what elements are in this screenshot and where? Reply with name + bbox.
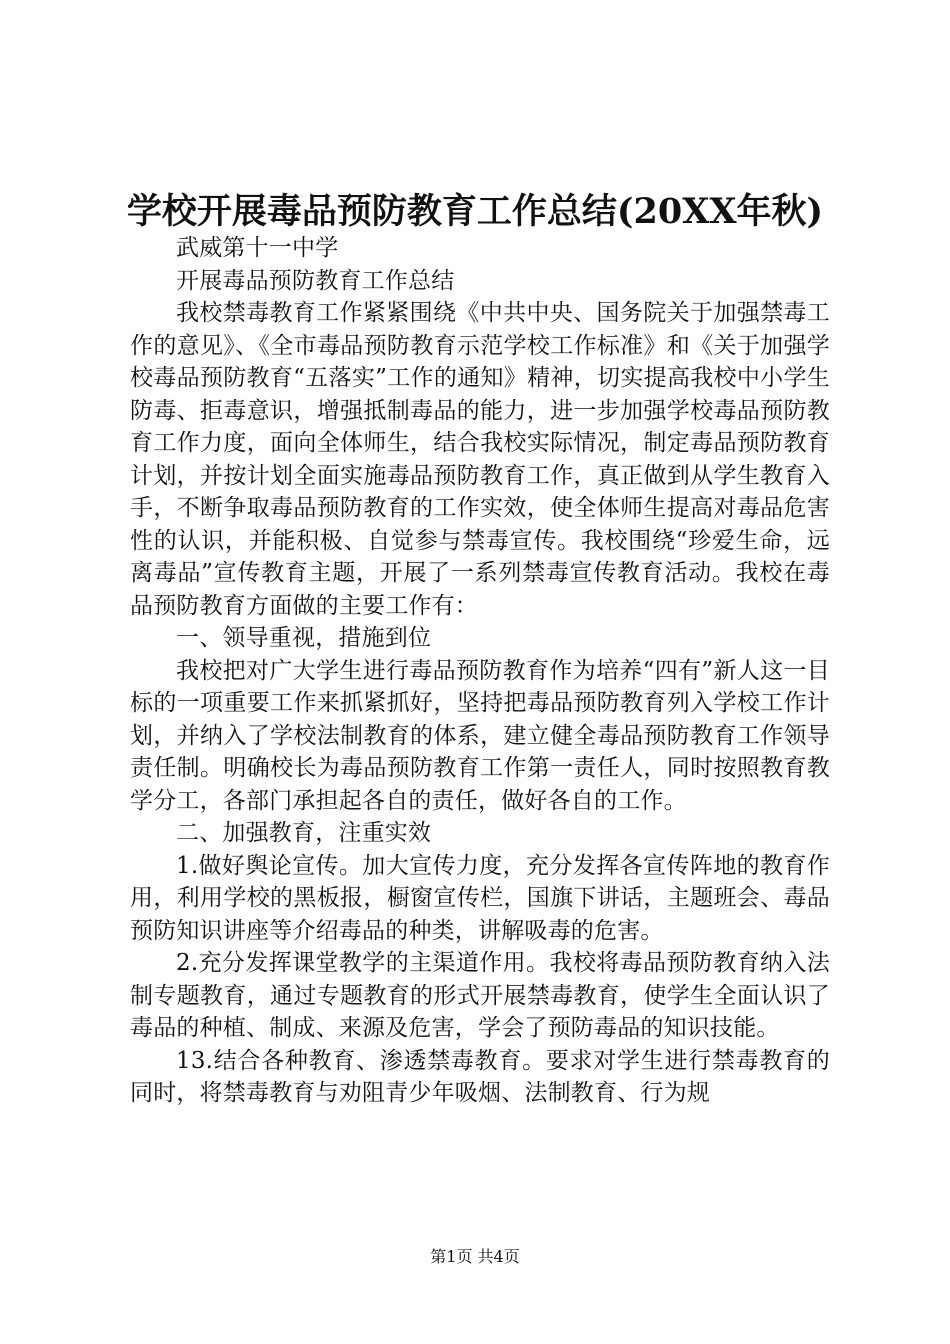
document-body xyxy=(130,232,830,1110)
intro-paragraph: 我校禁毒教育工作紧紧围绕《中共中央、国务院关于加强禁毒工作的意见》、《全市毒品预防教育示范学校工作标准》和《关于加强学校毒品预防教育“五落实”工作的通知》精神，切实提高我校中小学生防毒、拒毒意识，增强抵制毒品的能力，进一步加强学校毒品预防教育工作力度，面向全体师生，结合我校实际情况，制定毒品预防教育计划，并按计划全面实施毒品预防教育工作，真正做到从学生教育入手，不断争取毒品预防教育的工作实效，使全体师生提高对毒品危害性的认识，并能积极、自觉参与禁毒宣传。我校围绕“珍爱生命，远离毒品”宣传教育主题，开展了一系列禁毒宣传教育活动。我校在毒品预防教育方面做的主要工作有： xyxy=(130,300,830,619)
subtitle-line: 开展毒品预防教育工作总结 xyxy=(176,267,455,294)
page-number: 第1页 共4页 xyxy=(430,1247,520,1266)
item-3-paragraph: 13.结合各种教育、渗透禁毒教育。要求对学生进行禁毒教育的同时，将禁毒教育与劝阻青少年吸烟、法制教育、行为规 xyxy=(130,1047,830,1106)
section-heading-1: 一、领导重视，措施到位 xyxy=(176,625,432,651)
school-name-line: 武威第十一中学 xyxy=(176,235,339,261)
document-title: 学校开展毒品预防教育工作总结(20XX年秋) xyxy=(126,191,824,232)
item-2-paragraph: 2.充分发挥课堂教学的主渠道作用。我校将毒品预防教育纳入法制专题教育，通过专题教育的形式开展禁毒教育，使学生全面认识了毒品的种植、制成、来源及危害，学会了预防毒品的知识技能。 xyxy=(130,950,830,1041)
section-heading-2: 二、加强教育，注重实效 xyxy=(176,820,432,846)
section-1-paragraph: 我校把对广大学生进行毒品预防教育作为培养“四有”新人这一目标的一项重要工作来抓紧抓好，坚持把毒品预防教育列入学校工作计划，并纳入了学校法制教育的体系，建立健全毒品预防教育工作领导责任制。明确校长为毒品预防教育工作第一责任人，同时按照教育教学分工，各部门承担起各自的责任，做好各自的工作。 xyxy=(130,657,830,814)
item-1-paragraph: 1.做好舆论宣传。加大宣传力度，充分发挥各宣传阵地的教育作用，利用学校的黑板报，橱窗宣传栏，国旗下讲话，主题班会、毒品预防知识讲座等介绍毒品的种类，讲解吸毒的危害。 xyxy=(130,852,830,944)
